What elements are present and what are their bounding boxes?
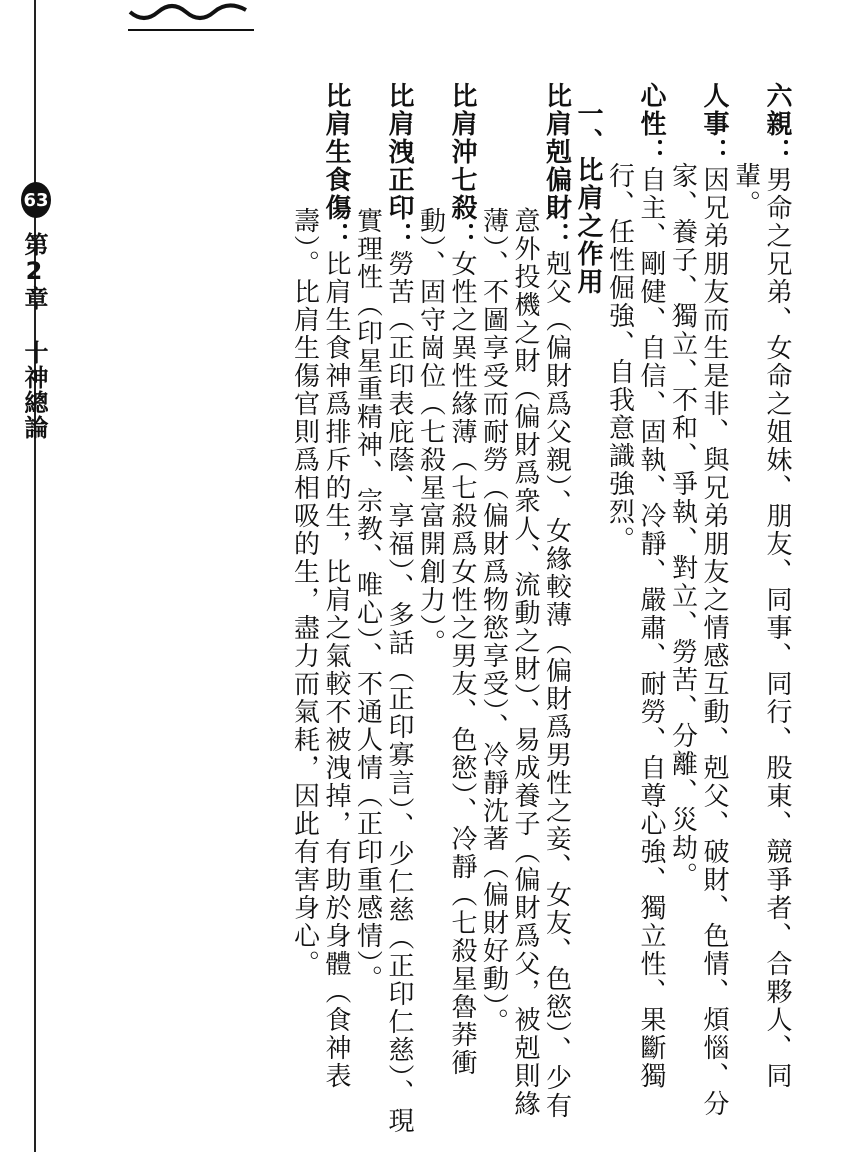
paragraph-liuqin	[729, 82, 792, 1142]
term-label: 人事：	[699, 82, 729, 166]
item-text: 女性之異性緣薄（七殺爲女性之男友、色慾）、冷靜（七殺星魯莽衝動）、固守崗位（七殺星富開創力）。	[415, 207, 477, 1077]
margin-rule	[34, 0, 36, 1152]
page-number: 63	[23, 189, 49, 211]
item-bijian-xie-zhengyin	[351, 82, 414, 1142]
item-text: 剋父（偏財爲父親）、女緣較薄（偏財爲男性之妾、女友、色慾）、少有意外投機之財（偏財爲衆人、流動之財）、易成養子（偏財爲父，被剋則緣薄）、不圖享受而耐勞（偏財爲物慾享受）、冷靜沈著（偏財好動）。	[478, 207, 572, 1120]
item-term: 比肩沖七殺：	[447, 82, 477, 250]
item-bijian-sheng-shishang	[288, 82, 351, 1142]
paragraph-text: 自主、剛健、自信、固執、冷靜、嚴肅、耐勞、自尊心強、獨立性、果斷獨行、任性倔強、自我意識強烈。	[604, 162, 666, 1090]
paragraph-renshi	[666, 82, 729, 1142]
term-label: 心性：	[636, 82, 666, 166]
paragraph-text: 男命之兄弟、女命之姐妹、朋友、同事、同行、股東、競爭者、合夥人、同輩。	[730, 162, 792, 1090]
item-term: 比肩剋偏財：	[541, 82, 572, 250]
page-number-badge	[21, 182, 51, 218]
wave-ornament	[126, 0, 254, 34]
item-text: 比肩生食神爲排斥的生，比肩之氣較不被洩掉，有助於身體（食神表壽）。比肩生傷官則爲相吸的生，盡力而氣耗，因此有害身心。	[289, 207, 351, 1090]
paragraph-text: 因兄弟朋友而生是非、與兄弟朋友之情感互動、剋父、破財、色情、煩惱、分家、養子、獨立、不和、爭執、對立、勞苦、分離、災劫。	[667, 162, 729, 1118]
paragraph-xinxing	[603, 82, 666, 1142]
chapter-label: 第2章 十神總論	[20, 232, 48, 440]
vertical-text-body	[120, 82, 792, 1142]
item-term: 比肩生食傷：	[321, 82, 351, 250]
item-text: 勞苦（正印表庇蔭、享福）、多話（正印寡言）、少仁慈（正印仁慈）、現實理性（印星重精神、宗教、唯心）、不通人情（正印重感情）。	[352, 207, 414, 1135]
item-term: 比肩洩正印：	[384, 82, 414, 250]
item-bijian-chong-qisha	[414, 82, 477, 1142]
section-heading: 一、比肩之作用	[573, 100, 603, 296]
term-label: 六親：	[762, 82, 792, 166]
item-bijian-ke-piancai	[477, 82, 572, 1142]
